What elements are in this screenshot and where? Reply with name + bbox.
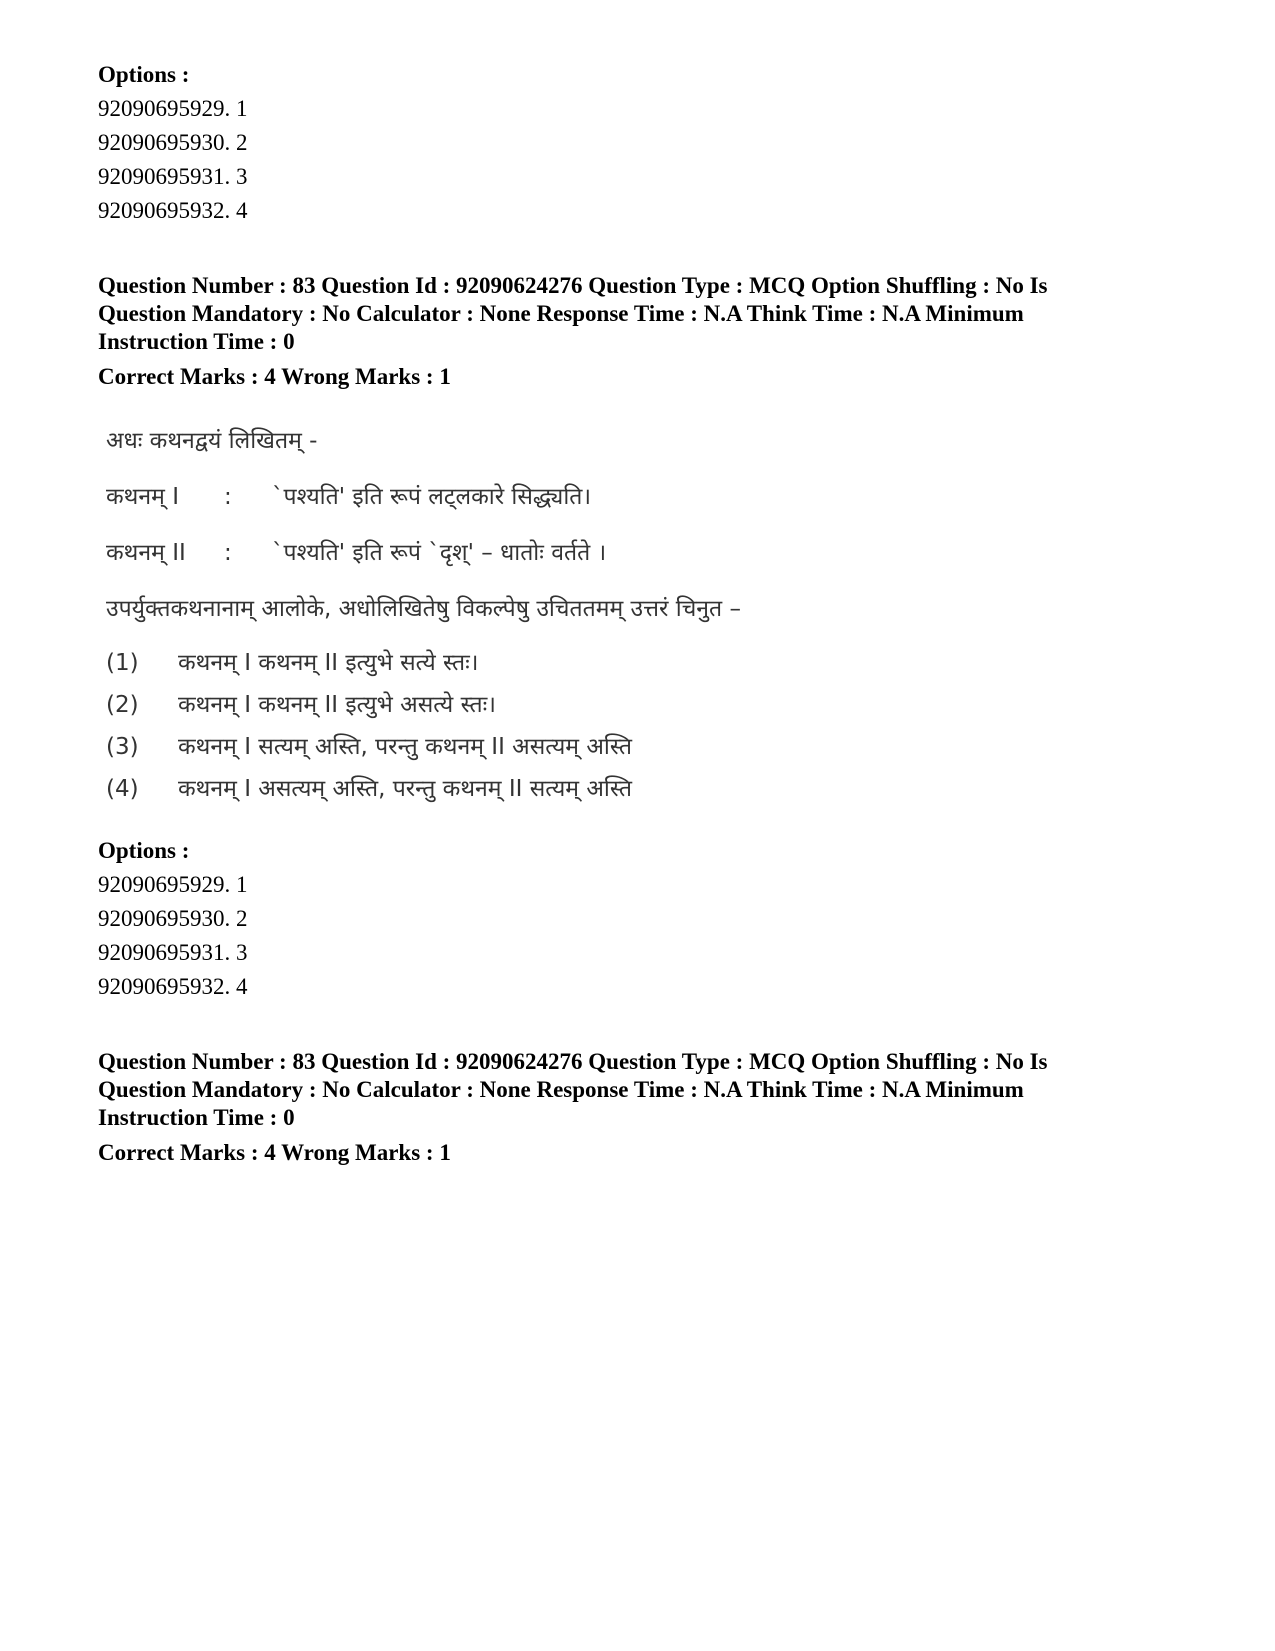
option-item: 92090695930. 2 <box>98 130 248 155</box>
question-meta-line: Question Mandatory : No Calculator : None Response Time : N.A Think Time : N.A Minimum <box>98 301 1024 326</box>
option-item: 92090695930. 2 <box>98 906 248 931</box>
choice-4 <box>106 774 632 804</box>
choice-1 <box>106 648 478 678</box>
choice-3 <box>106 732 632 762</box>
question-meta-line: Question Mandatory : No Calculator : None Response Time : N.A Think Time : N.A Minimum <box>98 1077 1024 1102</box>
question-meta-block <box>98 1048 1178 1170</box>
option-item: 92090695931. 3 <box>98 940 248 965</box>
question-meta-block <box>98 272 1178 394</box>
top-options-block <box>98 58 1178 228</box>
statement-1 <box>106 482 591 512</box>
option-item: 92090695932. 4 <box>98 198 248 223</box>
choice-number: (4) <box>106 776 139 802</box>
choice-number: (3) <box>106 734 139 760</box>
question-prompt: उपर्युक्तकथनानाम् आलोके, अधोलिखितेषु विकल्पेषु उचिततमम् उत्तरं चिनुत – <box>106 596 741 622</box>
question-intro: अधः कथनद्वयं लिखितम् - <box>106 428 318 454</box>
question-meta-line: Question Number : 83 Question Id : 92090624276 Question Type : MCQ Option Shuffling : No Is <box>98 273 1048 298</box>
options-heading: Options : <box>98 838 190 863</box>
option-item: 92090695932. 4 <box>98 974 248 999</box>
statement-label: कथनम् I <box>106 484 179 510</box>
choice-text: कथनम् I कथनम् II इत्युभे असत्ये स्तः। <box>178 692 496 718</box>
choice-number: (1) <box>106 650 139 676</box>
choice-number: (2) <box>106 692 139 718</box>
question-marks: Correct Marks : 4 Wrong Marks : 1 <box>98 1140 451 1165</box>
question-meta-line: Instruction Time : 0 <box>98 1105 295 1130</box>
choice-text: कथनम् I सत्यम् अस्ति, परन्तु कथनम् II असत्यम् अस्ति <box>178 734 632 760</box>
statement-text: `पश्यति' इति रूपं `दृश्' – धातोः वर्तते । <box>272 540 607 566</box>
choice-2 <box>106 690 496 720</box>
statement-text: `पश्यति' इति रूपं लट्लकारे सिद्ध्यति। <box>272 484 592 510</box>
statement-label: कथनम् II <box>106 540 186 566</box>
option-item: 92090695929. 1 <box>98 872 248 897</box>
question-marks: Correct Marks : 4 Wrong Marks : 1 <box>98 364 451 389</box>
statement-colon: : <box>224 484 232 510</box>
option-item: 92090695929. 1 <box>98 96 248 121</box>
options-heading: Options : <box>98 62 190 87</box>
question-options-block <box>98 834 1178 1004</box>
statement-2 <box>106 538 606 568</box>
question-meta-line: Instruction Time : 0 <box>98 329 295 354</box>
choice-text: कथनम् I कथनम् II इत्युभे सत्ये स्तः। <box>178 650 479 676</box>
statement-colon: : <box>224 540 232 566</box>
option-item: 92090695931. 3 <box>98 164 248 189</box>
question-meta-line: Question Number : 83 Question Id : 92090624276 Question Type : MCQ Option Shuffling : No Is <box>98 1049 1048 1074</box>
choice-text: कथनम् I असत्यम् अस्ति, परन्तु कथनम् II सत्यम् अस्ति <box>178 776 632 802</box>
